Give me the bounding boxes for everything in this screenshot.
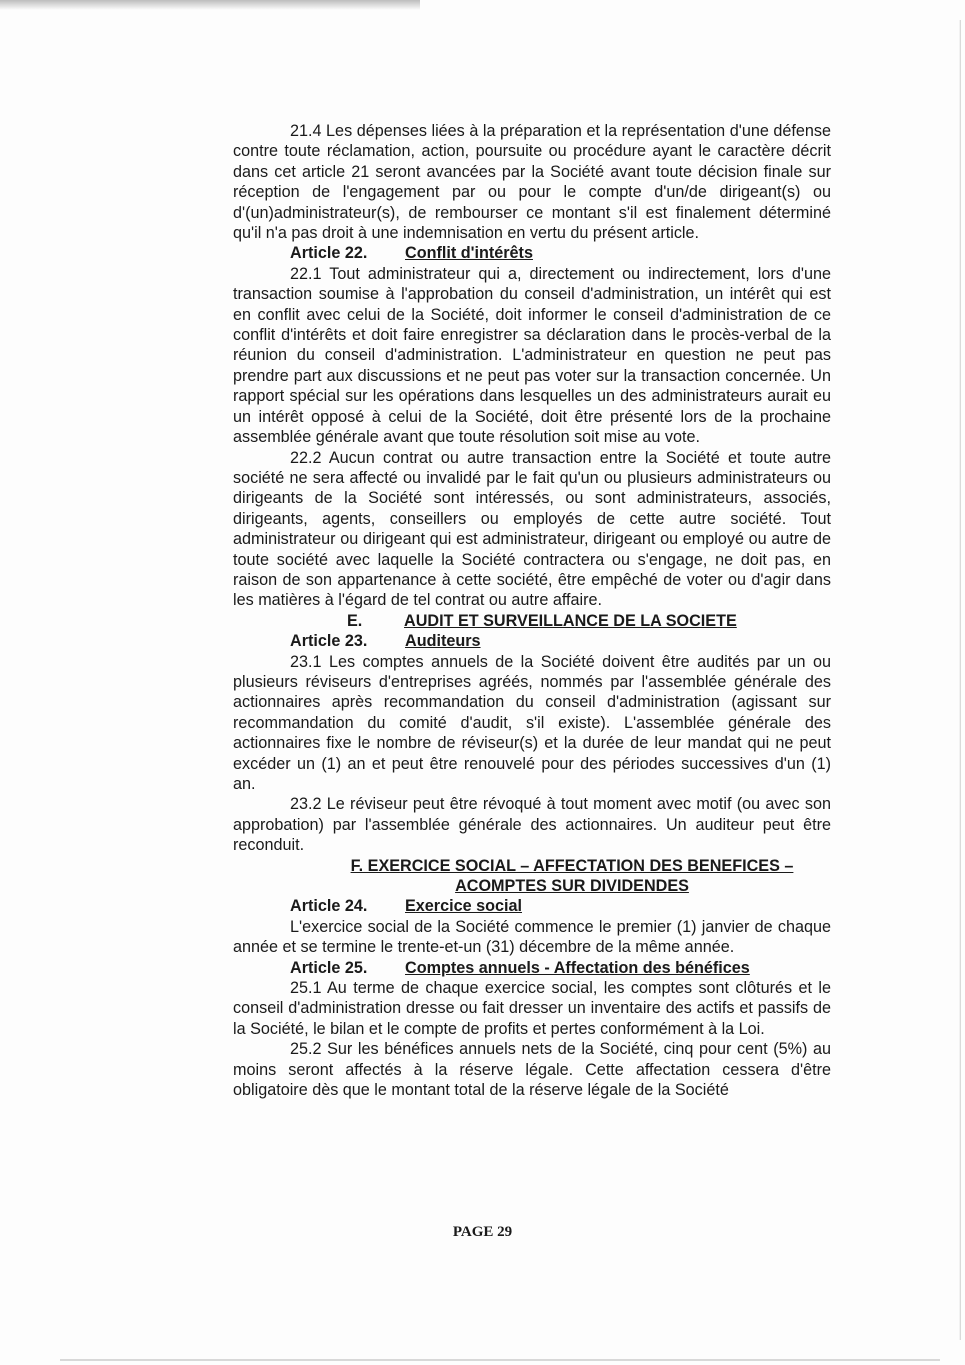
- scan-edge-bottom: [60, 1359, 940, 1361]
- section-f-heading-line2: ACOMPTES SUR DIVIDENDES: [455, 877, 689, 896]
- article-23-number: Article 23.: [290, 632, 368, 651]
- section-f-heading-line1: F. EXERCICE SOCIAL – AFFECTATION DES BENEFICES –: [350, 856, 794, 875]
- section-e-title: AUDIT ET SURVEILLANCE DE LA SOCIETE: [404, 611, 737, 630]
- article-22-title: Conflit d'intérêts: [405, 244, 533, 263]
- section-e-letter: E.: [347, 611, 363, 630]
- article-23-heading: [233, 631, 831, 651]
- document-body: [233, 121, 831, 1101]
- paragraph-23-2: 23.2 Le réviseur peut être révoqué à tout moment avec motif (ou avec son approbation) par l'assemblée générale des actionnaires. Un auditeur peut être reconduit.: [233, 795, 831, 855]
- paragraph-24: L'exercice social de la Société commence le premier (1) janvier de chaque année et se termine le trente-et-un (31) décembre de la même année.: [233, 917, 831, 957]
- scan-edge-right: [959, 20, 961, 1340]
- article-25-heading: [233, 958, 831, 978]
- section-e-heading: [233, 611, 831, 631]
- article-24-heading: [233, 896, 831, 916]
- page-number: PAGE 29: [452, 1224, 513, 1240]
- article-25-title: Comptes annuels - Affectation des bénéfices: [405, 958, 750, 977]
- paragraph-25-2: 25.2 Sur les bénéfices annuels nets de la Société, cinq pour cent (5%) au moins seront affectés à la réserve légale. Cette affectation cessera d'être obligatoire dès que le montant total de la réserve légale de la Société: [233, 1040, 831, 1100]
- paragraph-22-1: 22.1 Tout administrateur qui a, directement ou indirectement, lors d'une transaction soumise à l'approbation du conseil d'administration, un intérêt qui est en conflit avec celui de la Société, doit informer le conseil d'administration de ce conflit d'intérêts et doit faire enregistrer sa déclaration dans le procès-verbal de la réunion du conseil d'administration. L'administrateur en question ne peut pas prendre part aux discussions et ne peut pas voter sur la transaction concernée. Un rapport spécial sur les opérations dans lesquelles un des administrateurs aurait eu un intérêt opposé à celui de la Société, doit être présenté lors de la prochaine assemblée générale avant que toute résolution soit mise au vote.: [233, 264, 831, 447]
- article-23-title: Auditeurs: [405, 632, 481, 651]
- article-24-title: Exercice social: [405, 897, 522, 916]
- paragraph-23-1: 23.1 Les comptes annuels de la Société doivent être audités par un ou plusieurs réviseurs d'entreprises agréés, nommés par l'assemblée générale des actionnaires après recommandation du conseil d'administration (agissant sur recommandation du comité d'audit, s'il existe). L'assemblée générale des actionnaires fixe le nombre de réviseur(s) et la durée de leur mandat qui ne peut excéder un (1) an et peut être renouvelé pour des périodes successives d'un (1) an.: [233, 652, 831, 793]
- paragraph-22-2: 22.2 Aucun contrat ou autre transaction entre la Société et toute autre société ne sera affecté ou invalidé par le fait qu'un ou plusieurs administrateurs ou dirigeants de la Société sont intéressés, ou sont administrateurs, associés, dirigeants, agents, conseillers ou employés de cette autre société. Tout administrateur ou dirigeant qui est administrateur, dirigeant ou employé ou autre de toute société avec laquelle la Société contractera ou s'engage, ne doit pas, en raison de son appartenance à cette société, être empêché de voter ou d'agir dans les matières à l'égard de tel contrat ou autre affaire.: [233, 448, 831, 610]
- article-22-number: Article 22.: [290, 244, 368, 263]
- scan-edge-shadow-top: [0, 0, 420, 10]
- paragraph-25-1: 25.1 Au terme de chaque exercice social, les comptes sont clôturés et le conseil d'administration dresse ou fait dresser un inventaire des actifs et passifs de la Société, le bilan et le compte de profits et pertes conformément à la Loi.: [233, 979, 831, 1038]
- article-24-number: Article 24.: [290, 897, 368, 916]
- paragraph-21-4: 21.4 Les dépenses liées à la préparation et la représentation d'une défense contre toute réclamation, action, poursuite ou procédure ayant le caractère décrit dans cet article 21 seront avancées par la Société avant toute décision finale sur réception de l'engagement par ou pour le compte d'un/de dirigeant(s) ou d'(un)administrateur(s), de rembourser ce montant s'il est finalement déterminé qu'il n'a pas droit à une indemnisation en vertu du présent article.: [233, 122, 831, 243]
- article-22-heading: [233, 243, 831, 263]
- article-25-number: Article 25.: [290, 958, 368, 977]
